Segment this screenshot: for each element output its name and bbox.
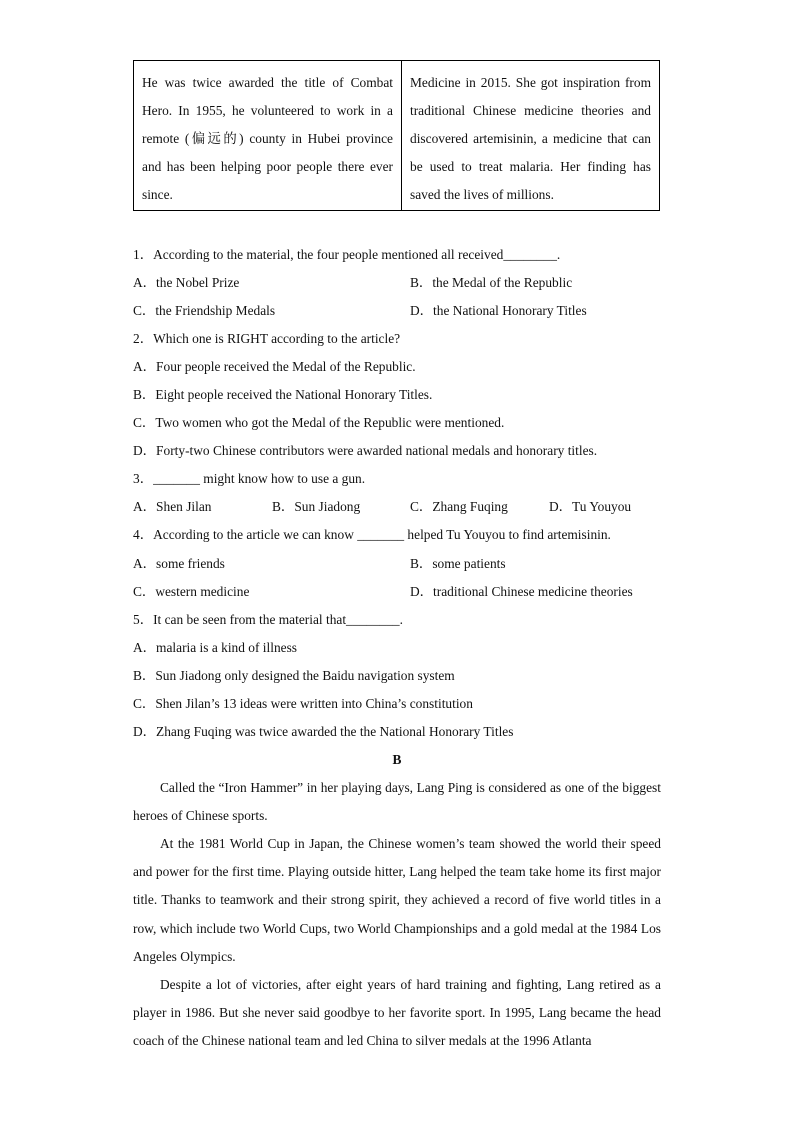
question-1-option-c: C．the Friendship Medals (133, 303, 276, 318)
question-1-option-d: D．the National Honorary Titles (410, 303, 587, 318)
info-table (133, 60, 660, 211)
question-4-option-a: A．some friends (133, 556, 225, 571)
question-2-option-c: C．Two women who got the Medal of the Republic were mentioned. (133, 415, 505, 430)
section-b-heading: B (392, 752, 402, 767)
question-5-option-a: A．malaria is a kind of illness (133, 640, 298, 655)
question-4-stem: 4．According to the article we can know _______ helped Tu Youyou to find artemisinin. (133, 527, 611, 542)
question-2-stem: 2．Which one is RIGHT according to the article? (133, 331, 401, 346)
section-b-paragraph-1: Called the “Iron Hammer” in her playing days, Lang Ping is considered as one of the biggest heroes of Chinese sports. (133, 780, 661, 824)
question-5-option-c: C．Shen Jilan’s 13 ideas were written into China’s constitution (133, 696, 473, 711)
table-cell-right: Medicine in 2015. She got inspiration from traditional Chinese medicine theories and discovered artemisinin, a medicine that can be used to treat malaria. Her finding has saved the lives of millions. (410, 75, 651, 202)
question-3-stem: 3．_______ might know how to use a gun. (133, 471, 366, 486)
question-2-option-b: B．Eight people received the National Honorary Titles. (133, 387, 433, 402)
question-5-option-b: B．Sun Jiadong only designed the Baidu navigation system (133, 668, 455, 683)
question-3-option-c: C．Zhang Fuqing (410, 499, 508, 514)
table-cell-left: He was twice awarded the title of Combat Hero. In 1955, he volunteered to work in a remote (偏远的) county in Hubei province and has been helping poor people there ever since. (134, 61, 402, 210)
question-3-option-b: B．Sun Jiadong (272, 499, 361, 514)
question-1-option-b: B．the Medal of the Republic (410, 275, 573, 290)
question-4-option-d: D．traditional Chinese medicine theories (410, 584, 633, 599)
question-3-option-d: D．Tu Youyou (549, 499, 632, 514)
question-3-option-a: A．Shen Jilan (133, 499, 212, 514)
question-1-stem: 1．According to the material, the four people mentioned all received________. (133, 247, 561, 262)
question-5-stem: 5．It can be seen from the material that________. (133, 612, 403, 627)
question-5-option-d: D．Zhang Fuqing was twice awarded the the National Honorary Titles (133, 724, 514, 739)
question-1-option-a: A．the Nobel Prize (133, 275, 240, 290)
question-2-option-a: A．Four people received the Medal of the Republic. (133, 359, 416, 374)
section-b-paragraph-2: At the 1981 World Cup in Japan, the Chinese women’s team showed the world their speed and power for the first time. Playing outside hitter, Lang helped the team take home its first major title. Thanks to teamwork and their strong spirit, they achieved a record of five world titles in a row, which include two World Cups, two World Championships and a gold medal at the 1984 Los Angeles Olympics. (133, 836, 661, 964)
section-b-paragraph-3: Despite a lot of victories, after eight years of hard training and fighting, Lang retired as a player in 1986. But she never said goodbye to her favorite sport. In 1995, Lang became the head coach of the Chinese national team and led China to silver medals at the 1996 Atlanta (133, 977, 661, 1049)
question-2-option-d: D．Forty-two Chinese contributors were awarded national medals and honorary titles. (133, 443, 598, 458)
question-4-option-c: C．western medicine (133, 584, 250, 599)
question-4-option-b: B．some patients (410, 556, 506, 571)
